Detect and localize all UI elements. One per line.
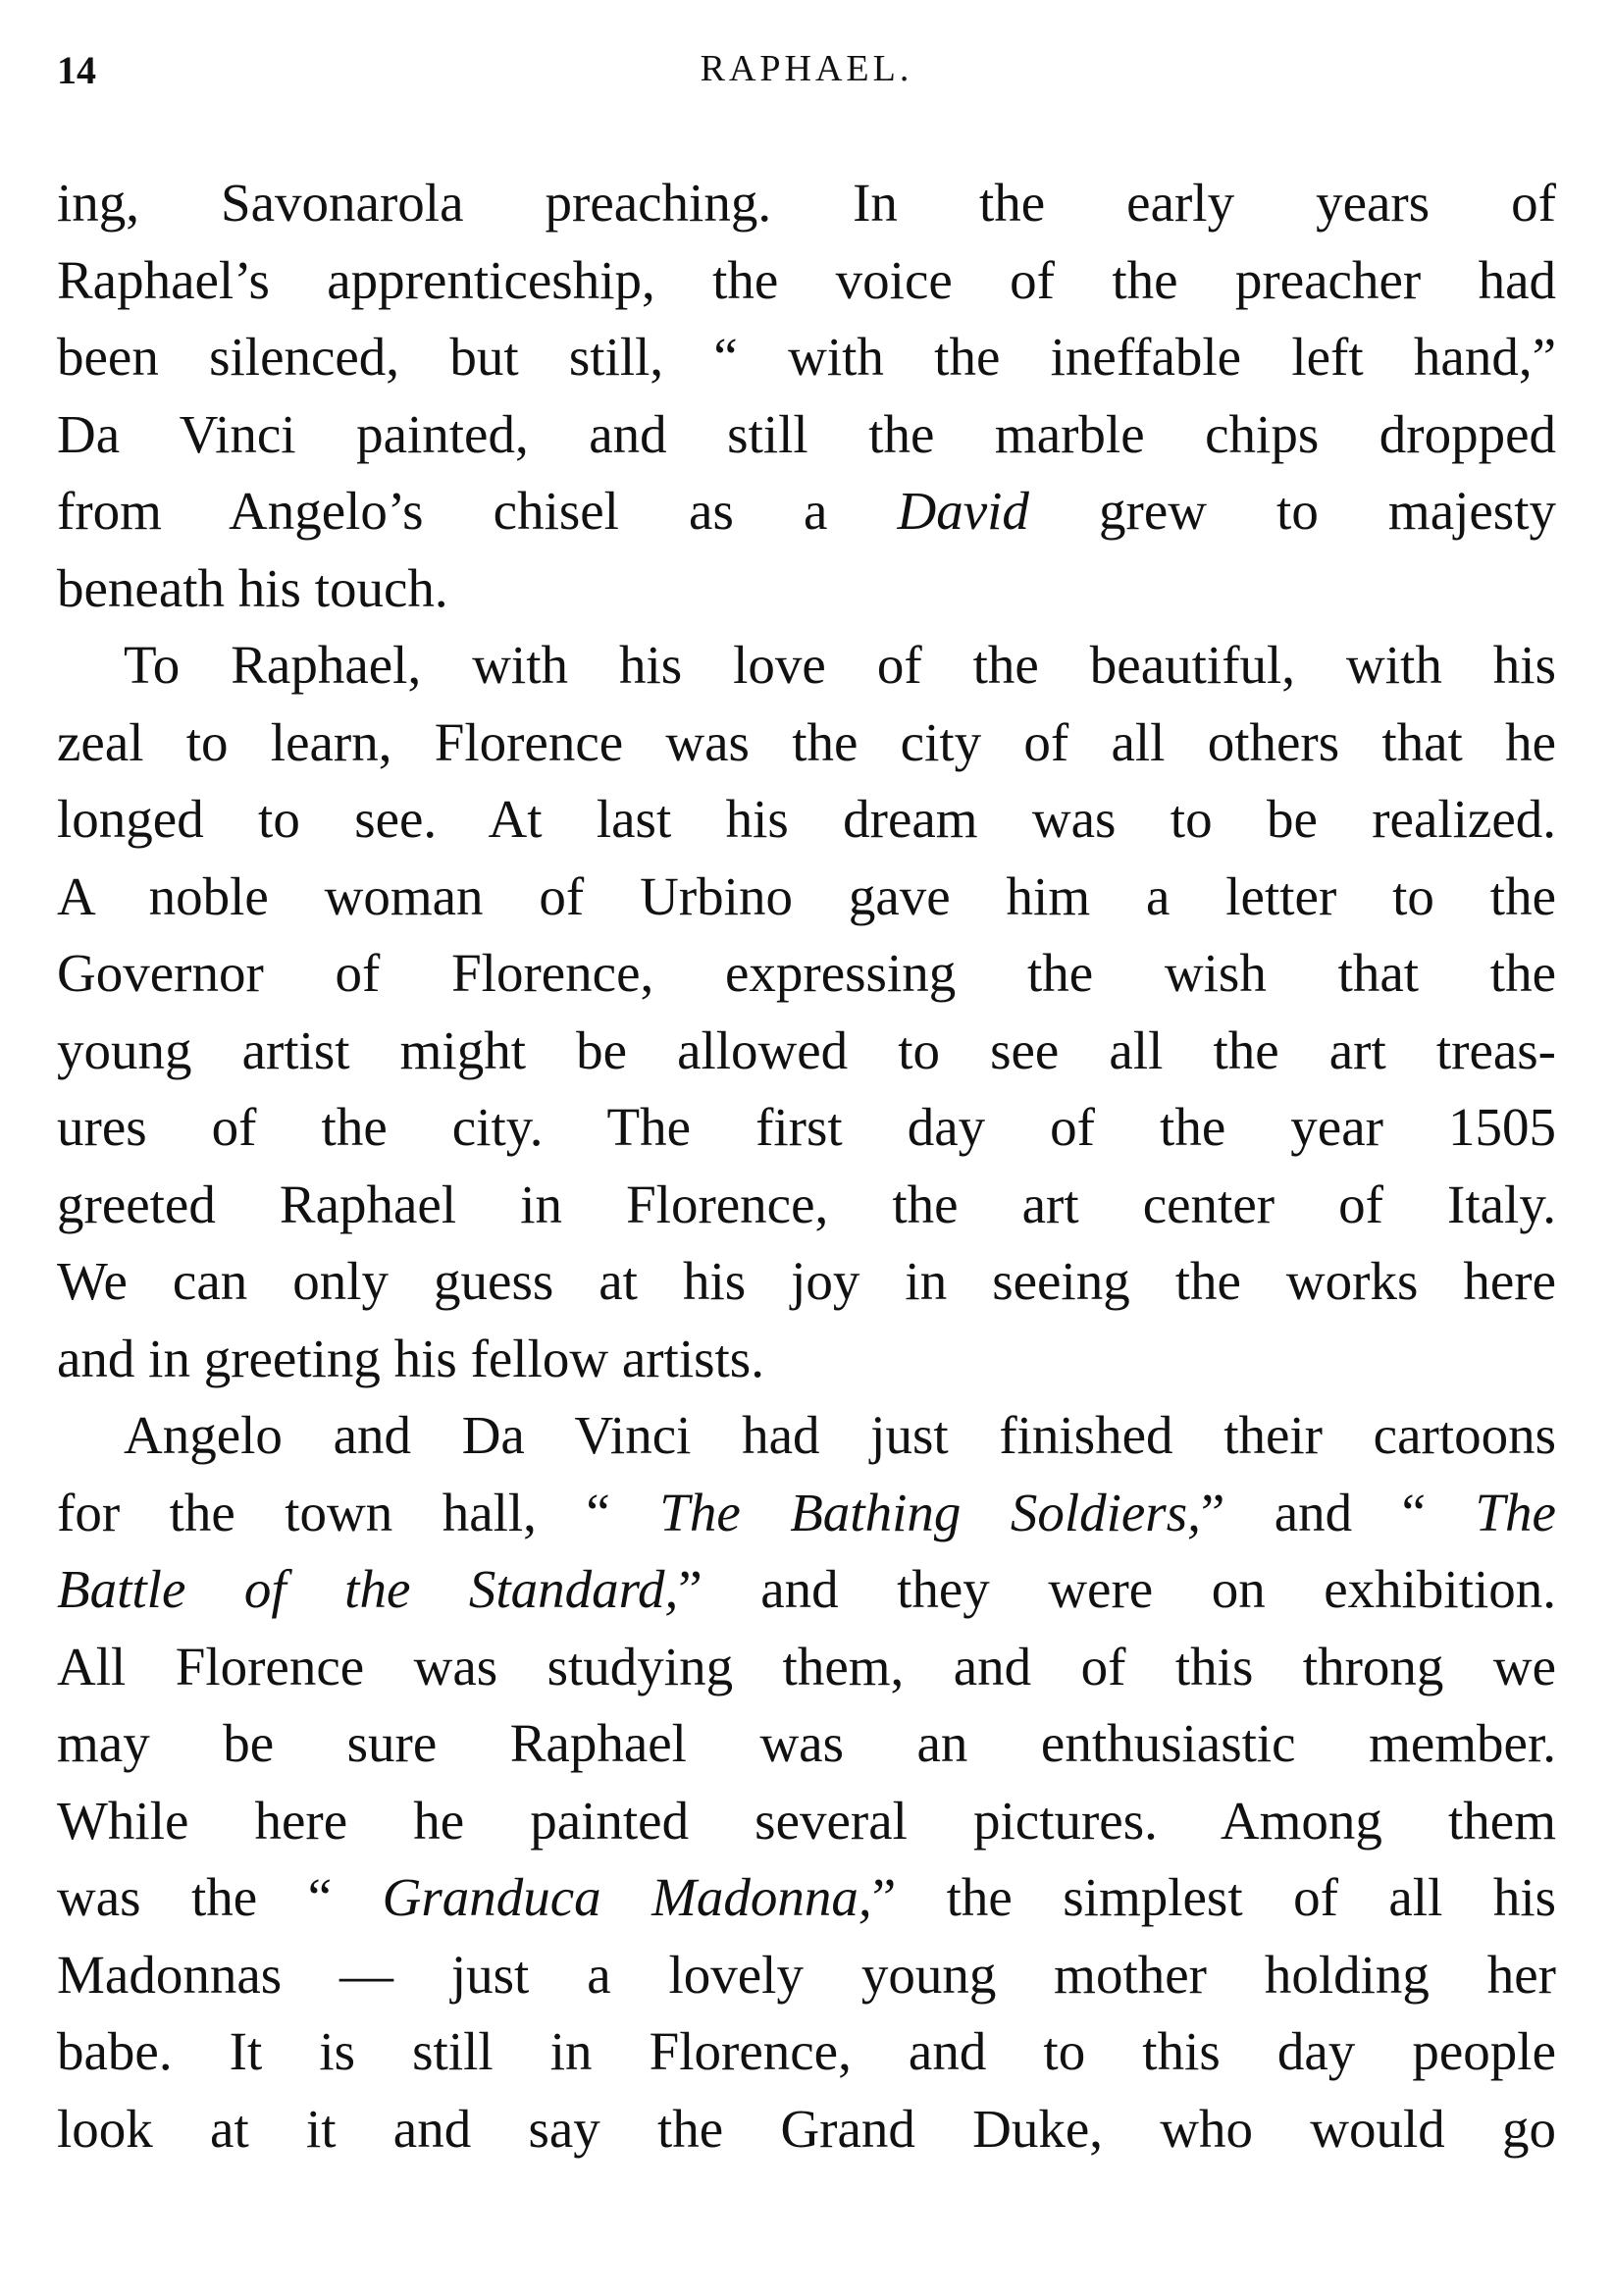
text-line: All Florence was studying them, and of this throng we [57,1636,1556,1696]
text-line: longed to see. At last his dream was to be realized. [57,789,1556,849]
text-line: beneath his touch. [57,557,448,618]
text-line: zeal to learn, Florence was the city of all others that he [57,711,1556,772]
text-line: Madonnas — just a lovely young mother holding her [57,1944,1556,2005]
text-line: young artist might be allowed to see all the art treas- [57,1019,1556,1080]
text-line: look at it and say the Grand Duke, who would go [57,2098,1556,2159]
body-text [57,165,1556,2167]
text-line: and in greeting his fellow artists. [57,1328,764,1388]
italic-title: Battle of the Standard, [57,1559,679,1619]
text-line: babe. It is still in Florence, and to this day people [57,2021,1556,2081]
italic-title: Granduca Madonna, [382,1867,872,1927]
paragraph-1 [57,165,1556,627]
running-head [57,47,1556,106]
text-line: Battle of the Standard,” and they were on exhibition. [57,1559,1556,1619]
text-line: We can only guess at his joy in seeing the works here [57,1251,1556,1311]
text-line: from Angelo’s chisel as a David grew to majesty [57,481,1556,541]
text-line: was the “ Granduca Madonna,” the simplest of all his [57,1867,1557,1927]
paragraph-2 [57,627,1556,1397]
text-line: Governor of Florence, expressing the wish that the [57,943,1556,1003]
italic-title: David [897,481,1029,541]
text-line: To Raphael, with his love of the beautiful, with his [124,635,1556,695]
paragraph-3 [57,1397,1556,2167]
text-line: Angelo and Da Vinci had just finished their cartoons [124,1405,1556,1465]
text-line: Raphael’s apprenticeship, the voice of the preacher had [57,249,1556,310]
text-line: may be sure Raphael was an enthusiastic member. [57,1713,1556,1773]
italic-title: The [1475,1482,1556,1542]
text-line: ures of the city. The first day of the year 1505 [57,1097,1556,1157]
text-line: While here he painted several pictures. Among them [57,1790,1556,1851]
italic-title: The Bathing Soldiers, [659,1482,1201,1542]
text-line: A noble woman of Urbino gave him a letter to the [57,865,1556,926]
text-line: Da Vinci painted, and still the marble chips dropped [57,403,1556,464]
text-line: greeted Raphael in Florence, the art center of Italy. [57,1174,1556,1234]
running-title: RAPHAEL. [700,48,913,89]
page-number: 14 [57,48,96,92]
text-line: for the town hall, “ The Bathing Soldiers,” and “ The [57,1482,1556,1542]
text-line: ing, Savonarola preaching. In the early years of [57,173,1556,233]
text-line: been silenced, but still, “ with the ineffable left hand,” [57,327,1556,387]
